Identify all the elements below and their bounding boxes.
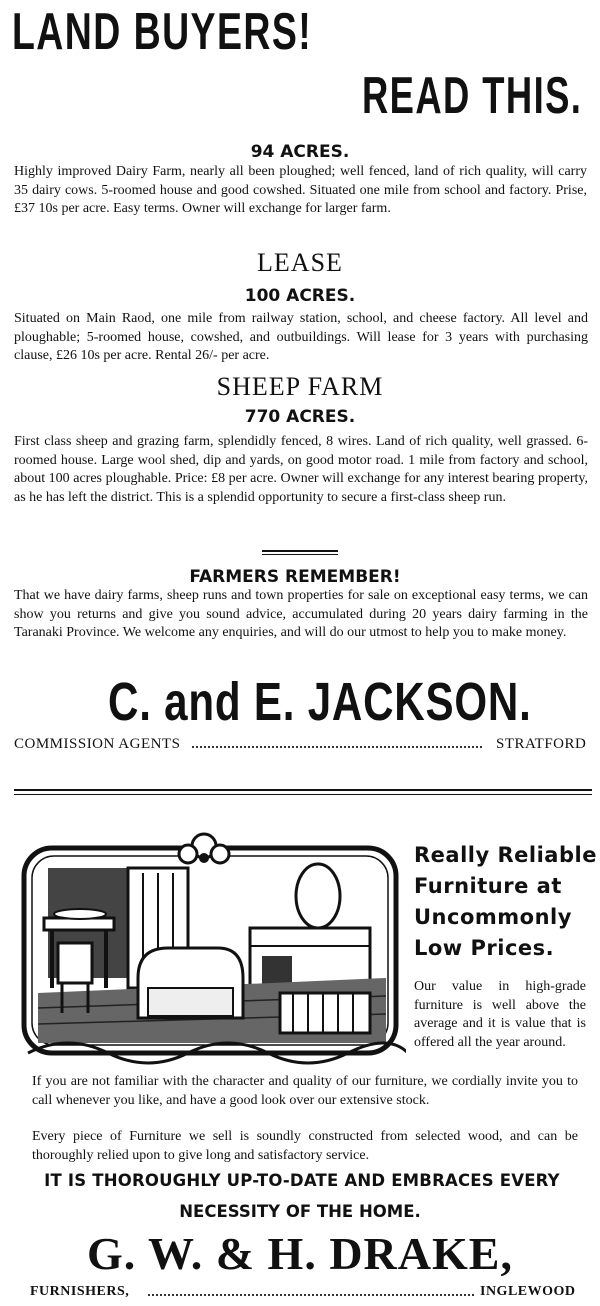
listing-770-acres-heading: 770 ACRES. (244, 407, 356, 427)
furniture-tagline-2: NECESSITY OF THE HOME. (179, 1202, 421, 1221)
footer-leader-dots (192, 746, 482, 748)
farmers-remember-body: That we have dairy farms, sheep runs and town properties for sale on exceptional easy terms, we can show you returns and give you sound advice, accumulated during 20 years dairy farming in the Taranaki Province. We welcome any enquiries, and will do our utmost to help you to make money. (14, 588, 588, 640)
lease-heading: LEASE (257, 248, 343, 277)
sheep-farm-heading: SHEEP FARM (216, 372, 384, 401)
drake-footer-right: INGLEWOOD (480, 1284, 576, 1299)
section-divider-2 (262, 554, 338, 555)
listing-94-acres-heading: 94 ACRES. (250, 142, 350, 162)
ad-separator (14, 789, 592, 791)
drake-footer-leader-dots (148, 1294, 474, 1296)
side-heading-line-1: Really Reliable (414, 843, 597, 867)
furniture-side-body: Our value in high-grade furniture is well above the average and it is value that is offered all the year around. (414, 979, 586, 1050)
firm-name-drake: G. W. & H. DRAKE, (87, 1228, 513, 1279)
furniture-body-1: If you are not familiar with the character and quality of our furniture, we cordially invite you to call whenever you like, and have a good look over our extensive stock. (32, 1074, 578, 1108)
firm-name-jackson: C. and E. JACKSON. (108, 672, 532, 732)
side-heading-line-2: Furniture at (414, 874, 562, 898)
section-divider (262, 550, 338, 552)
jackson-footer-right: STRATFORD (496, 736, 587, 752)
listing-94-acres-body: Highly improved Dairy Farm, nearly all been ploughed; well fenced, land of rich quality, will carry 35 dairy cows. 5-roomed house and good cowshed. Situated one mile from school and factory. Prise, £37 10s per acre. Easy terms. Owner will exchange for larger farm. (14, 164, 587, 216)
listing-100-acres-body: Situated on Main Raod, one mile from railway station, school, and cheese factory. All level and ploughable; 5-roomed house, cowshed, and outbuildings. Will lease for 3 years with purchasing clause, £26 10s per acre. Rental 26/- per acre. (14, 311, 588, 363)
furniture-body-2: Every piece of Furniture we sell is soundly constructed from selected wood, and can be thoroughly relied upon to give long and satisfactory service. (32, 1129, 578, 1163)
ad-separator-2 (14, 794, 592, 795)
side-heading-line-4: Low Prices. (414, 936, 555, 960)
furniture-side-heading (414, 840, 600, 964)
jackson-footer-left: COMMISSION AGENTS (14, 736, 181, 752)
furniture-tagline-1: IT IS THOROUGHLY UP-TO-DATE AND EMBRACES EVERY (44, 1171, 560, 1190)
farmers-remember-heading: FARMERS REMEMBER! (189, 567, 401, 587)
listing-770-acres-body: First class sheep and grazing farm, splendidly fenced, 8 wires. Land of rich quality, well grassed. 6-roomed house. Large wool shed, dip and yards, on good motor road. 1 mile from factory and school, about 100 acres ploughable. Price: £8 per acre. Owner will exchange for any interest bearing property, as he has left the district. This is a splendid opportunity to secure a first-class sheep run. (14, 434, 588, 505)
drake-footer-left: FURNISHERS, (30, 1284, 130, 1299)
headline-read-this: READ THIS. (362, 67, 583, 125)
room-interior-image (18, 828, 406, 1066)
listing-100-acres-heading: 100 ACRES. (244, 286, 356, 306)
side-heading-line-3: Uncommonly (414, 905, 572, 929)
furniture-illustration (18, 828, 406, 1066)
headline-land-buyers: LAND BUYERS! (12, 3, 313, 61)
